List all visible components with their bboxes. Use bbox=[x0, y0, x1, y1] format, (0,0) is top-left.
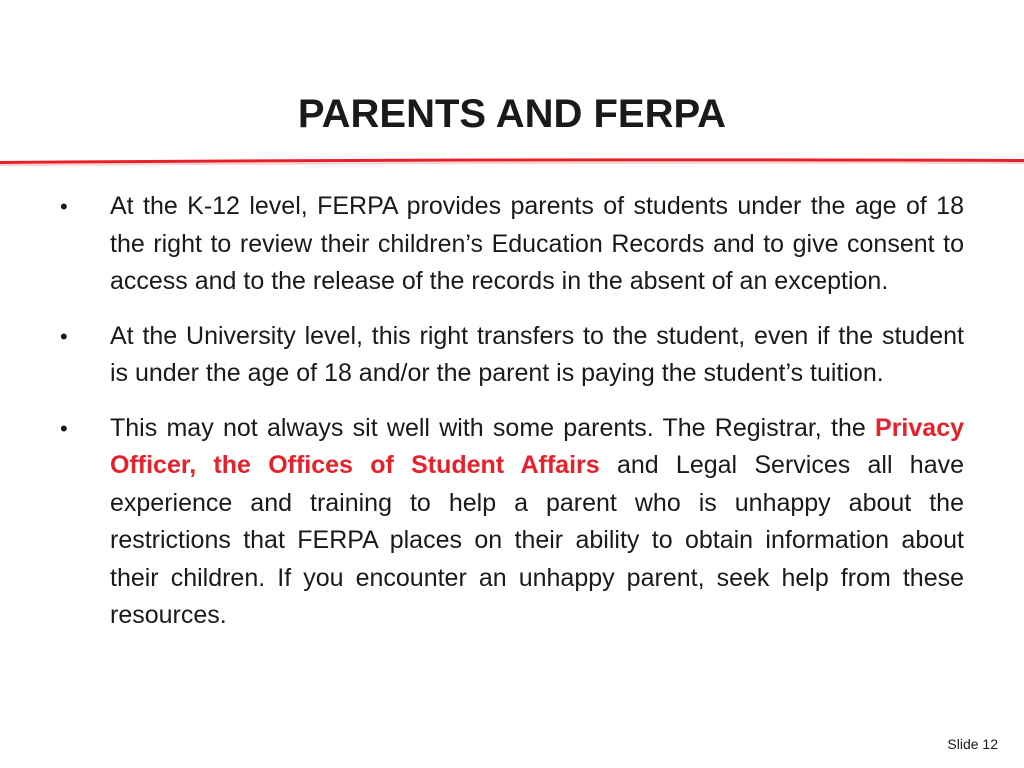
bullet-text-resources-before: This may not always sit well with some parents. The Registrar, the bbox=[110, 413, 876, 442]
slide-number: Slide 12 bbox=[947, 736, 998, 752]
bullet-item-k12 bbox=[60, 188, 964, 301]
highlighted-offices-text: Privacy Officer, the Offices of Student Affairs bbox=[110, 413, 964, 479]
bullet-text-resources-after: and Legal Services all have experience and training to help a parent who is unhappy about the restrictions that FERPA places on their ability to obtain information about their children. If you encounter an unhappy parent, seek help from these resources. bbox=[110, 451, 965, 629]
red-rule-graphic bbox=[0, 154, 1024, 166]
bullet-icon: • bbox=[60, 194, 68, 219]
bullet-list bbox=[60, 188, 964, 652]
title-underline-rule bbox=[0, 154, 1024, 166]
bullet-text-university: At the University level, this right transfers to the student, even if the student is under the age of 18 and/or the parent is paying the student’s tuition. bbox=[110, 321, 964, 387]
bullet-icon: • bbox=[60, 323, 68, 349]
bullet-item-resources bbox=[60, 410, 964, 635]
bullet-text-k12: At the K-12 level, FERPA provides parents of students under the age of 18 the right to review their children’s Education Records and to give consent to access and to the release of the records in the absent of an exception. bbox=[110, 192, 964, 295]
bullet-item-university bbox=[60, 318, 964, 393]
slide-title: PARENTS AND FERPA bbox=[297, 92, 727, 136]
bullet-icon: • bbox=[60, 415, 68, 441]
